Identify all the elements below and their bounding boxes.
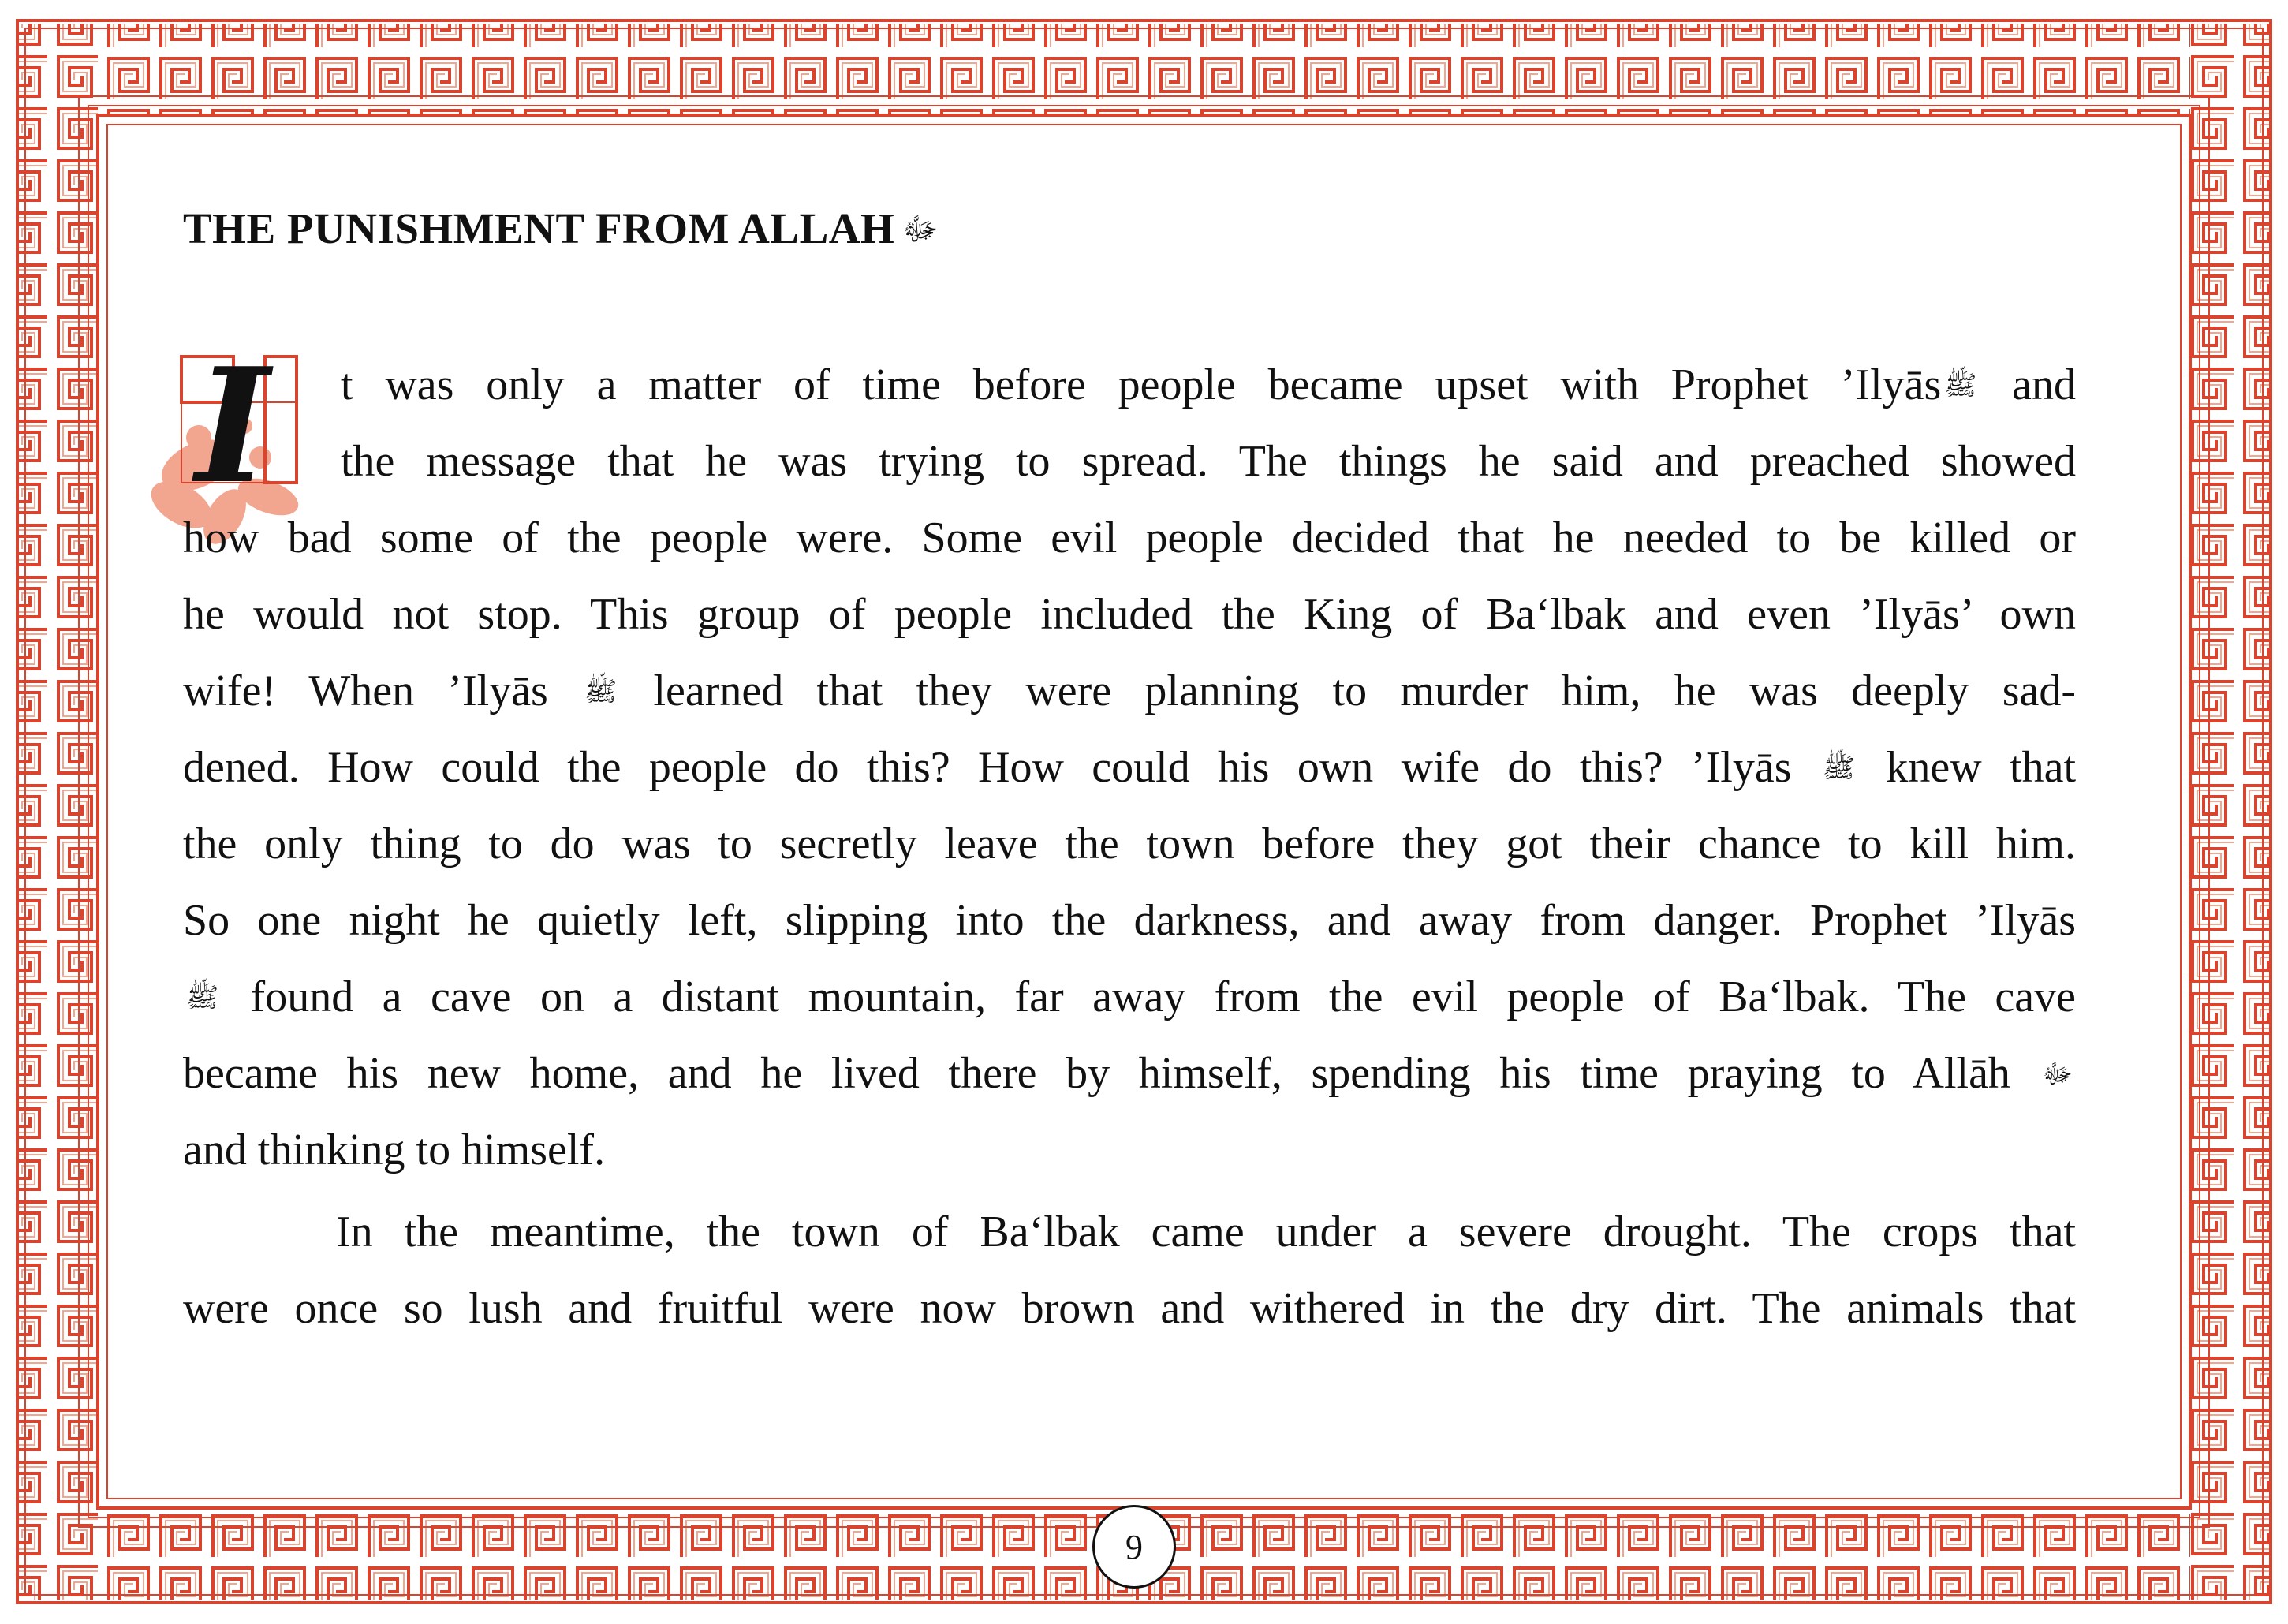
text-line: he would not stop. This group of people included the King of Ba‘lbak and even ’Ilyās’ own [183, 590, 2076, 639]
text-line: became his new home, and he lived there by himself, spending his time praying to Allāh ﷻ [183, 1049, 2073, 1098]
text-line: and thinking to himself. [183, 1126, 606, 1174]
text-line: In the meantime, the town of Ba‘lbak came under a severe drought. The crops that [336, 1208, 2076, 1256]
page-title [183, 203, 938, 256]
text-line: t was only a matter of time before people became upset with Prophet ’Ilyās ﷺ and [341, 360, 2077, 409]
honorific-glyph: ﷺ [186, 984, 219, 1013]
text-line: ﷺ found a cave on a distant mountain, far away from the evil people of Ba‘lbak. The cave [186, 973, 2077, 1021]
honorific-glyph: ﷻ [2042, 1060, 2073, 1089]
text-line: So one night he quietly left, slipping into the darkness, and away from danger. Prophet ’Ilyās [183, 896, 2076, 945]
honorific-glyph: ﷺ [584, 678, 618, 707]
text-line: dened. How could the people do this? How could his own wife do this? ’Ilyās ﷺ knew that [183, 743, 2077, 792]
paragraph-1 [183, 347, 2076, 1189]
text-line: were once so lush and fruitful were now brown and withered in the dry dirt. The animals that [183, 1284, 2076, 1333]
text-line: wife! When ’Ilyās ﷺ learned that they were planning to murder him, he was deeply sad- [183, 666, 2076, 715]
page-title-text: THE PUNISHMENT FROM ALLAH [183, 204, 895, 252]
page-number: 9 [1092, 1505, 1176, 1589]
dropcap-letter: I [196, 347, 270, 519]
text-line: how bad some of the people were. Some evil people decided that he needed to be killed or [183, 513, 2076, 562]
paragraph-2 [183, 1194, 2076, 1347]
honorific-glyph: ﷺ [1822, 754, 1855, 783]
text-line: the message that he was trying to spread. The things he said and preached showed [341, 437, 2076, 486]
honorific-glyph: ﷻ [902, 211, 939, 247]
honorific-glyph: ﷺ [1944, 371, 1977, 401]
text-line: the only thing to do was to secretly leave the town before they got their chance to kill him. [183, 819, 2076, 868]
